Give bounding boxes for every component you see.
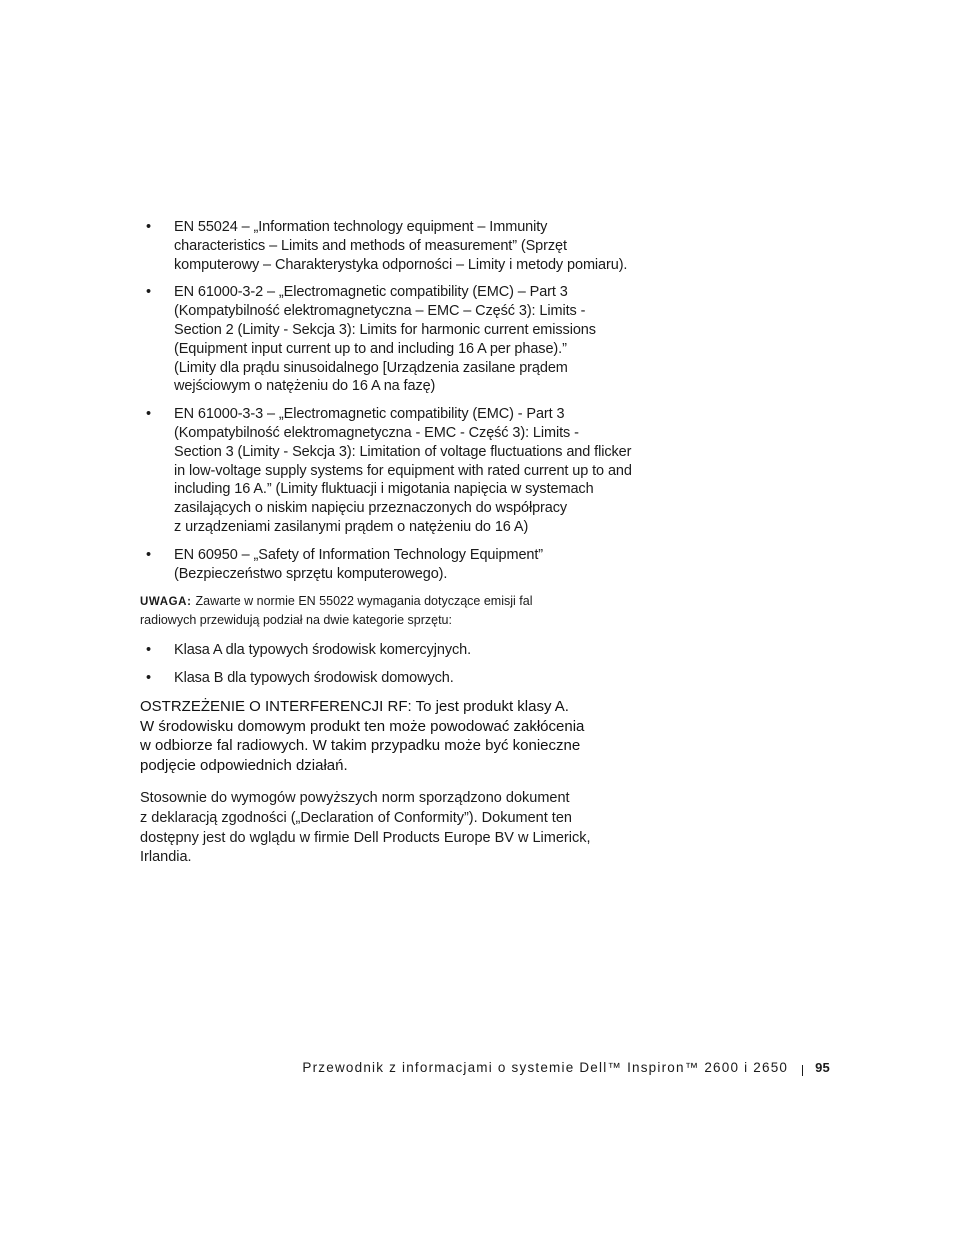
paragraph-text: dostępny jest do wglądu w firmie Dell Products Europe BV w Limerick,: [140, 829, 591, 846]
note-text: Zawarte w normie EN 55022 wymagania dotyczące emisji fal: [195, 594, 533, 609]
bullet-icon: •: [146, 642, 151, 659]
list-item-text: EN 55024 – „Information technology equipment – Immunity: [174, 219, 548, 235]
footer-title: Przewodnik z informacjami o systemie Dell™ Inspiron™ 2600 i 2650: [302, 1060, 789, 1075]
list-item-text: Section 3 (Limity - Sekcja 3): Limitation of voltage fluctuations and flicker: [174, 443, 632, 460]
warning-text: W środowisku domowym produkt ten może powodować zakłócenia: [140, 717, 585, 735]
note-text: radiowych przewidują podział na dwie kategorie sprzętu:: [140, 613, 452, 628]
rf-interference-warning: [140, 697, 640, 775]
paragraph-text: Irlandia.: [140, 849, 192, 866]
list-item: [140, 546, 640, 584]
list-item: [140, 283, 640, 396]
list-item-text: zasilających o niskim napięciu przeznaczonych do współpracy: [174, 500, 568, 517]
list-item-text: Section 2 (Limity - Sekcja 3): Limits for harmonic current emissions: [174, 321, 596, 338]
list-item: [140, 641, 640, 660]
list-item-text: EN 60950 – „Safety of Information Technology Equipment”: [174, 546, 544, 563]
bullet-icon: •: [146, 546, 151, 563]
list-item-text: (Limity dla prądu sinusoidalnego [Urządzenia zasilane prądem: [174, 359, 568, 376]
note-block: [140, 592, 640, 629]
bullet-icon: •: [146, 219, 151, 235]
class-list: [140, 641, 640, 688]
paragraph-text: z deklaracją zgodności („Declaration of Conformity”). Dokument ten: [140, 809, 572, 826]
bullet-icon: •: [146, 284, 151, 301]
page-footer: [302, 1060, 830, 1075]
paragraph-text: Stosownie do wymogów powyższych norm sporządzono dokument: [140, 790, 570, 807]
list-item-text: (Kompatybilność elektromagnetyczna - EMC - Część 3): Limits -: [174, 424, 579, 441]
note-line: [140, 592, 640, 611]
list-item: [140, 218, 640, 274]
list-item-text: Klasa A dla typowych środowisk komercyjnych.: [174, 642, 472, 659]
list-item-text: (Kompatybilność elektromagnetyczna – EMC – Część 3): Limits -: [174, 303, 586, 320]
warning-text: podjęcie odpowiednich działań.: [140, 756, 348, 774]
note-label: UWAGA:: [140, 596, 192, 609]
conformity-paragraph: [140, 789, 640, 867]
bullet-icon: •: [146, 406, 151, 423]
list-item-text: z urządzeniami zasilanymi prądem o natężeniu do 16 A): [174, 518, 529, 535]
page-content: [140, 218, 640, 868]
list-item: [140, 405, 640, 537]
list-item-text: EN 61000-3-3 – „Electromagnetic compatibility (EMC) - Part 3: [174, 406, 565, 423]
list-item-text: including 16 A.” (Limity fluktuacji i migotania napięcia w systemach: [174, 481, 594, 498]
warning-text: w odbiorze fal radiowych. W takim przypadku może być konieczne: [140, 737, 581, 755]
list-item: [140, 669, 640, 688]
list-item-text: komputerowy – Charakterystyka odporności – Limity i metody pomiaru).: [174, 256, 628, 273]
standards-list: [140, 218, 640, 583]
list-item-text: wejściowym o natężeniu do 16 A na fazę): [174, 378, 436, 395]
list-item-text: EN 61000-3-2 – „Electromagnetic compatibility (EMC) – Part 3: [174, 284, 568, 301]
list-item-text: characteristics – Limits and methods of measurement” (Sprzęt: [174, 237, 567, 254]
warning-text: OSTRZEŻENIE O INTERFERENCJI RF: To jest produkt klasy A.: [140, 697, 569, 715]
list-item-text: (Bezpieczeństwo sprzętu komputerowego).: [174, 565, 448, 582]
list-item-text: Klasa B dla typowych środowisk domowych.: [174, 670, 454, 687]
list-item-text: (Equipment input current up to and including 16 A per phase).”: [174, 340, 567, 357]
list-item-text: in low-voltage supply systems for equipment with rated current up to and: [174, 462, 632, 479]
page-number: 95: [815, 1060, 830, 1075]
bullet-icon: •: [146, 670, 151, 687]
footer-divider: [802, 1065, 803, 1076]
